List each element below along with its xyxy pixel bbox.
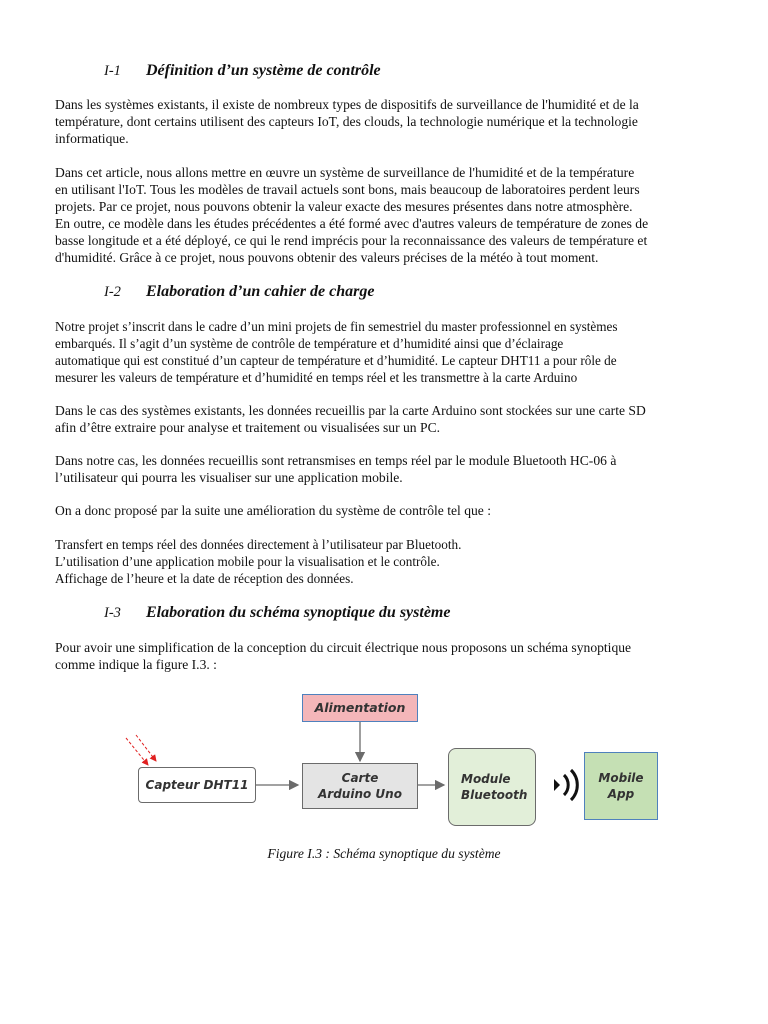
paragraph-line: température, dont certains utilisent des capteurs IoT, des clouds, la technologie numérique et la technologie <box>55 114 638 129</box>
figure-caption: Figure I.3 : Schéma synoptique du système <box>267 846 501 861</box>
list-item: L’utilisation d’une application mobile pour la visualisation et le contrôle. <box>55 554 440 569</box>
paragraph-4 <box>55 402 735 436</box>
list-item: Transfert en temps réel des données directement à l’utilisateur par Bluetooth. <box>55 537 462 552</box>
section-heading-3 <box>104 604 450 622</box>
sensing-arrow <box>126 738 148 765</box>
section-title: Elaboration du schéma synoptique du système <box>146 604 451 621</box>
bluetooth-module-box <box>448 748 536 826</box>
list-item: Affichage de l’heure et la date de réception des données. <box>55 571 354 586</box>
power-supply-label: Alimentation <box>314 700 406 715</box>
mobile-label-line2: App <box>607 787 635 801</box>
paragraph-line: Dans cet article, nous allons mettre en œuvre un système de surveillance de l'humidité et de la température <box>55 165 635 180</box>
section-heading-1 <box>104 62 381 80</box>
paragraph-line: Dans le cas des systèmes existants, les données recueillis par la carte Arduino sont stockées sur une carte SD <box>55 403 646 418</box>
paragraph-line: informatique. <box>55 131 129 146</box>
paragraph-line: l’utilisateur qui pourra les visualiser sur une application mobile. <box>55 470 403 485</box>
paragraph-line: embarqués. Il s’agit d’un système de contrôle de température et d’humidité ainsi que d’éclairage <box>55 336 564 351</box>
bluetooth-label-line2: Bluetooth <box>461 788 528 802</box>
paragraph-line: en utilisant l'IoT. Tous les modèles de travail actuels sont bons, mais beaucoup de laboratoires perdent leurs <box>55 182 640 197</box>
paragraph-line: automatique qui est constitué d’un capteur de température et d’humidité. Le capteur DHT11 a pour rôle de <box>55 353 617 368</box>
paragraph-line: En outre, ce modèle dans les études précédentes a été formé avec d'autres valeurs de température de zones de <box>55 216 649 231</box>
mobile-app-box <box>584 752 658 820</box>
paragraph-line: d'humidité. Grâce à ce projet, nous pouvons obtenir des valeurs précises de la météo à tout moment. <box>55 250 599 265</box>
paragraph-2 <box>55 164 735 266</box>
paragraph-line: Dans notre cas, les données recueillis sont retransmises en temps réel par le module Bluetooth HC-06 à <box>55 453 617 468</box>
paragraph-1 <box>55 96 735 147</box>
paragraph-line: afin d’être extraire pour analyse et traitement ou visualisées sur un PC. <box>55 420 441 435</box>
section-number: I-1 <box>104 63 121 79</box>
paragraph-line: mesurer les valeurs de température et d’humidité en temps réel et les transmettre à la carte Arduino <box>55 370 578 385</box>
mobile-label-line1: Mobile <box>598 771 644 785</box>
paragraph-8 <box>55 639 735 673</box>
paragraph-line: projets. Par ce projet, nous pouvons obtenir la valeur exacte des mesures présentes dans notre atmosphère. <box>55 199 633 214</box>
sensing-arrow <box>136 735 156 761</box>
wireless-icon <box>554 770 577 800</box>
paragraph-5 <box>55 452 735 486</box>
section-title: Elaboration d’un cahier de charge <box>146 283 375 300</box>
power-supply-box <box>302 694 418 722</box>
section-heading-2 <box>104 283 374 301</box>
paragraph-3 <box>55 318 735 386</box>
section-title: Définition d’un système de contrôle <box>146 62 381 79</box>
section-number: I-3 <box>104 605 121 621</box>
bluetooth-label-line1: Module <box>461 772 511 786</box>
paragraph-line: comme indique la figure I.3. : <box>55 657 217 672</box>
paragraph-7 <box>55 536 735 587</box>
paragraph-line: Pour avoir une simplification de la conception du circuit électrique nous proposons un schéma synoptique <box>55 640 632 655</box>
paragraph-line: On a donc proposé par la suite une amélioration du système de contrôle tel que : <box>55 503 492 518</box>
paragraph-6 <box>55 502 735 519</box>
paragraph-line: Dans les systèmes existants, il existe de nombreux types de dispositifs de surveillance de l'humidité et de la <box>55 97 639 112</box>
arduino-label-line2: Arduino Uno <box>318 787 402 801</box>
paragraph-line: basse longitude et a été déployé, ce qui le rend imprécis pour la reconnaissance des valeurs de température et <box>55 233 648 248</box>
paragraph-line: Notre projet s’inscrit dans le cadre d’un mini projets de fin semestriel du master professionnel en systèmes <box>55 319 618 334</box>
section-number: I-2 <box>104 284 121 300</box>
sensor-box <box>138 767 256 803</box>
sensor-label: Capteur DHT11 <box>145 778 249 792</box>
arduino-label-line1: Carte <box>341 771 379 785</box>
synoptic-diagram <box>120 685 680 830</box>
arduino-box <box>302 763 418 809</box>
